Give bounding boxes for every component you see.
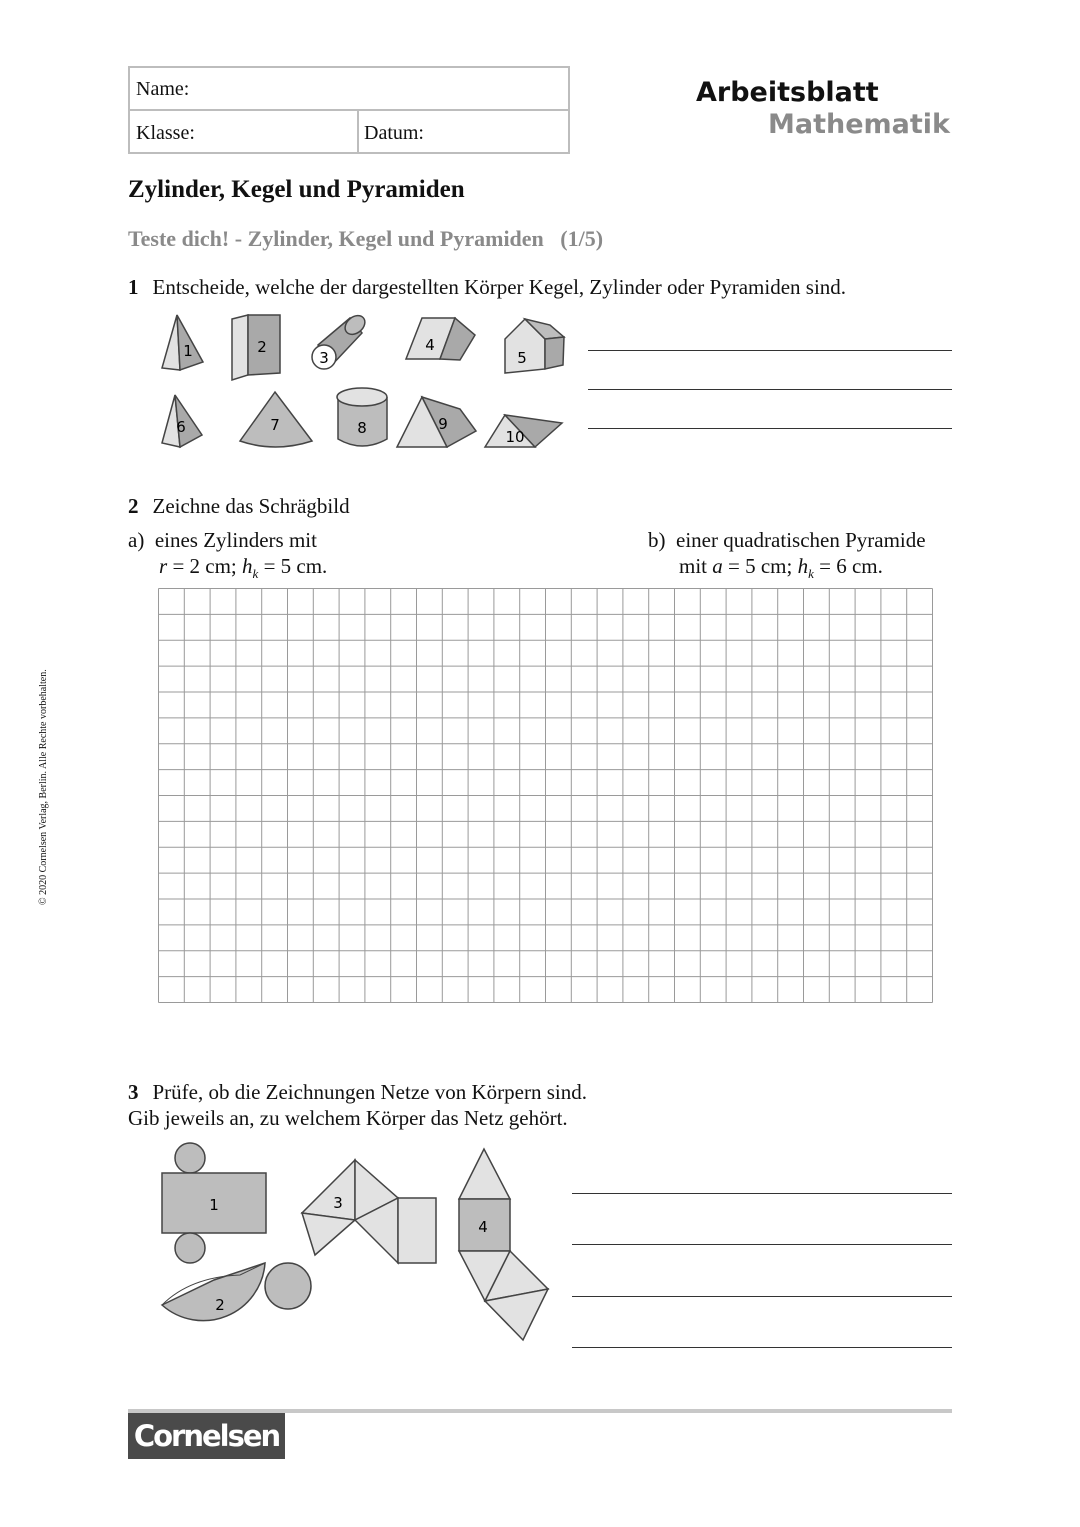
answer-line-3-2[interactable] [572, 1244, 952, 1245]
task2a-h-sub: k [252, 566, 259, 582]
shape-4-label: 4 [425, 336, 435, 354]
task2a-line1: eines Zylinders mit [154, 528, 317, 552]
task1-number: 1 [128, 275, 139, 299]
net-2-label: 2 [215, 1296, 225, 1314]
task2b-line1: einer quadratischen Pyramide [676, 528, 926, 552]
shape-4 [406, 318, 475, 360]
name-row [130, 68, 568, 111]
task2b-a: a [712, 554, 723, 578]
shape-10-label: 10 [505, 428, 525, 446]
task2b-h-val: = 6 cm. [819, 554, 883, 578]
shape-7 [240, 392, 312, 447]
name-label: Name: [136, 78, 190, 100]
shape-2 [232, 315, 280, 380]
task3-instruction [128, 1079, 587, 1131]
net-4 [459, 1149, 548, 1340]
class-label: Klasse: [136, 122, 195, 144]
task2a-r: r [159, 554, 168, 578]
shape-8-label: 8 [357, 419, 367, 437]
answer-line-1-1[interactable] [588, 350, 952, 351]
page-title: Zylinder, Kegel und Pyramiden [128, 176, 465, 203]
shape-5 [505, 319, 564, 373]
net-2 [162, 1263, 311, 1321]
copyright-notice: © 2020 Cornelsen Verlag, Berlin. Alle Rechte vorbehalten. [38, 669, 49, 905]
task2b-label: b) [648, 528, 666, 552]
net-4-label: 4 [478, 1218, 488, 1236]
shape-6 [162, 395, 202, 447]
task1-text: Entscheide, welche der dargestellten Körper Kegel, Zylinder oder Pyramiden sind. [152, 275, 847, 299]
shape-9-label: 9 [438, 415, 448, 433]
net-1-label: 1 [209, 1196, 219, 1214]
shape-1-label: 1 [183, 342, 193, 360]
task2a [128, 527, 327, 587]
shape-3 [312, 312, 369, 369]
answer-line-1-3[interactable] [588, 428, 952, 429]
net-3-label: 3 [333, 1194, 343, 1212]
shape-5-label: 5 [517, 349, 527, 367]
subject-title: Mathematik [768, 109, 950, 140]
task3-line2: Gib jeweils an, zu welchem Körper das Netz gehört. [128, 1106, 568, 1130]
task2-number: 2 [128, 494, 139, 518]
shape-3-label: 3 [319, 349, 329, 367]
task2-instruction [128, 494, 350, 519]
section-title [128, 226, 603, 252]
shape-7-label: 7 [270, 416, 280, 434]
task2b-a-val: = 5 cm; [728, 554, 793, 578]
task3-nets [150, 1135, 560, 1355]
answer-line-1-2[interactable] [588, 389, 952, 390]
task2b [648, 527, 926, 587]
info-separator [357, 111, 359, 154]
answer-line-3-4[interactable] [572, 1347, 952, 1348]
task2a-h-val: = 5 cm. [263, 554, 328, 578]
task3-number: 3 [128, 1080, 139, 1104]
task2a-h: h [242, 554, 253, 578]
shape-6-label: 6 [176, 418, 186, 436]
task2a-r-val: = 2 cm; [172, 554, 237, 578]
answer-line-3-3[interactable] [572, 1296, 952, 1297]
task2b-h: h [797, 554, 809, 578]
shape-10 [485, 415, 562, 447]
task3-line1: Prüfe, ob die Zeichnungen Netze von Körpern sind. [152, 1080, 587, 1104]
task2-text: Zeichne das Schrägbild [152, 494, 350, 518]
task2a-label: a) [128, 528, 145, 552]
publisher-logo: Cornelsen [128, 1413, 285, 1459]
net-3 [302, 1160, 436, 1263]
task2b-prefix: mit [679, 554, 708, 578]
shape-2-label: 2 [257, 338, 267, 356]
task1-instruction [128, 275, 846, 300]
drawing-grid[interactable] [158, 588, 933, 1003]
shape-1 [162, 315, 203, 370]
section-title-text: Teste dich! - Zylinder, Kegel und Pyramiden [128, 226, 544, 251]
date-label: Datum: [364, 122, 424, 144]
task1-shapes [150, 305, 580, 465]
section-page: (1/5) [560, 226, 604, 251]
net-1 [162, 1143, 266, 1263]
student-info-box [128, 66, 570, 154]
task2b-h-sub: k [808, 566, 814, 582]
shape-8 [337, 388, 387, 446]
worksheet-title: Arbeitsblatt [696, 77, 879, 108]
answer-line-3-1[interactable] [572, 1193, 952, 1194]
shape-9 [397, 397, 476, 447]
